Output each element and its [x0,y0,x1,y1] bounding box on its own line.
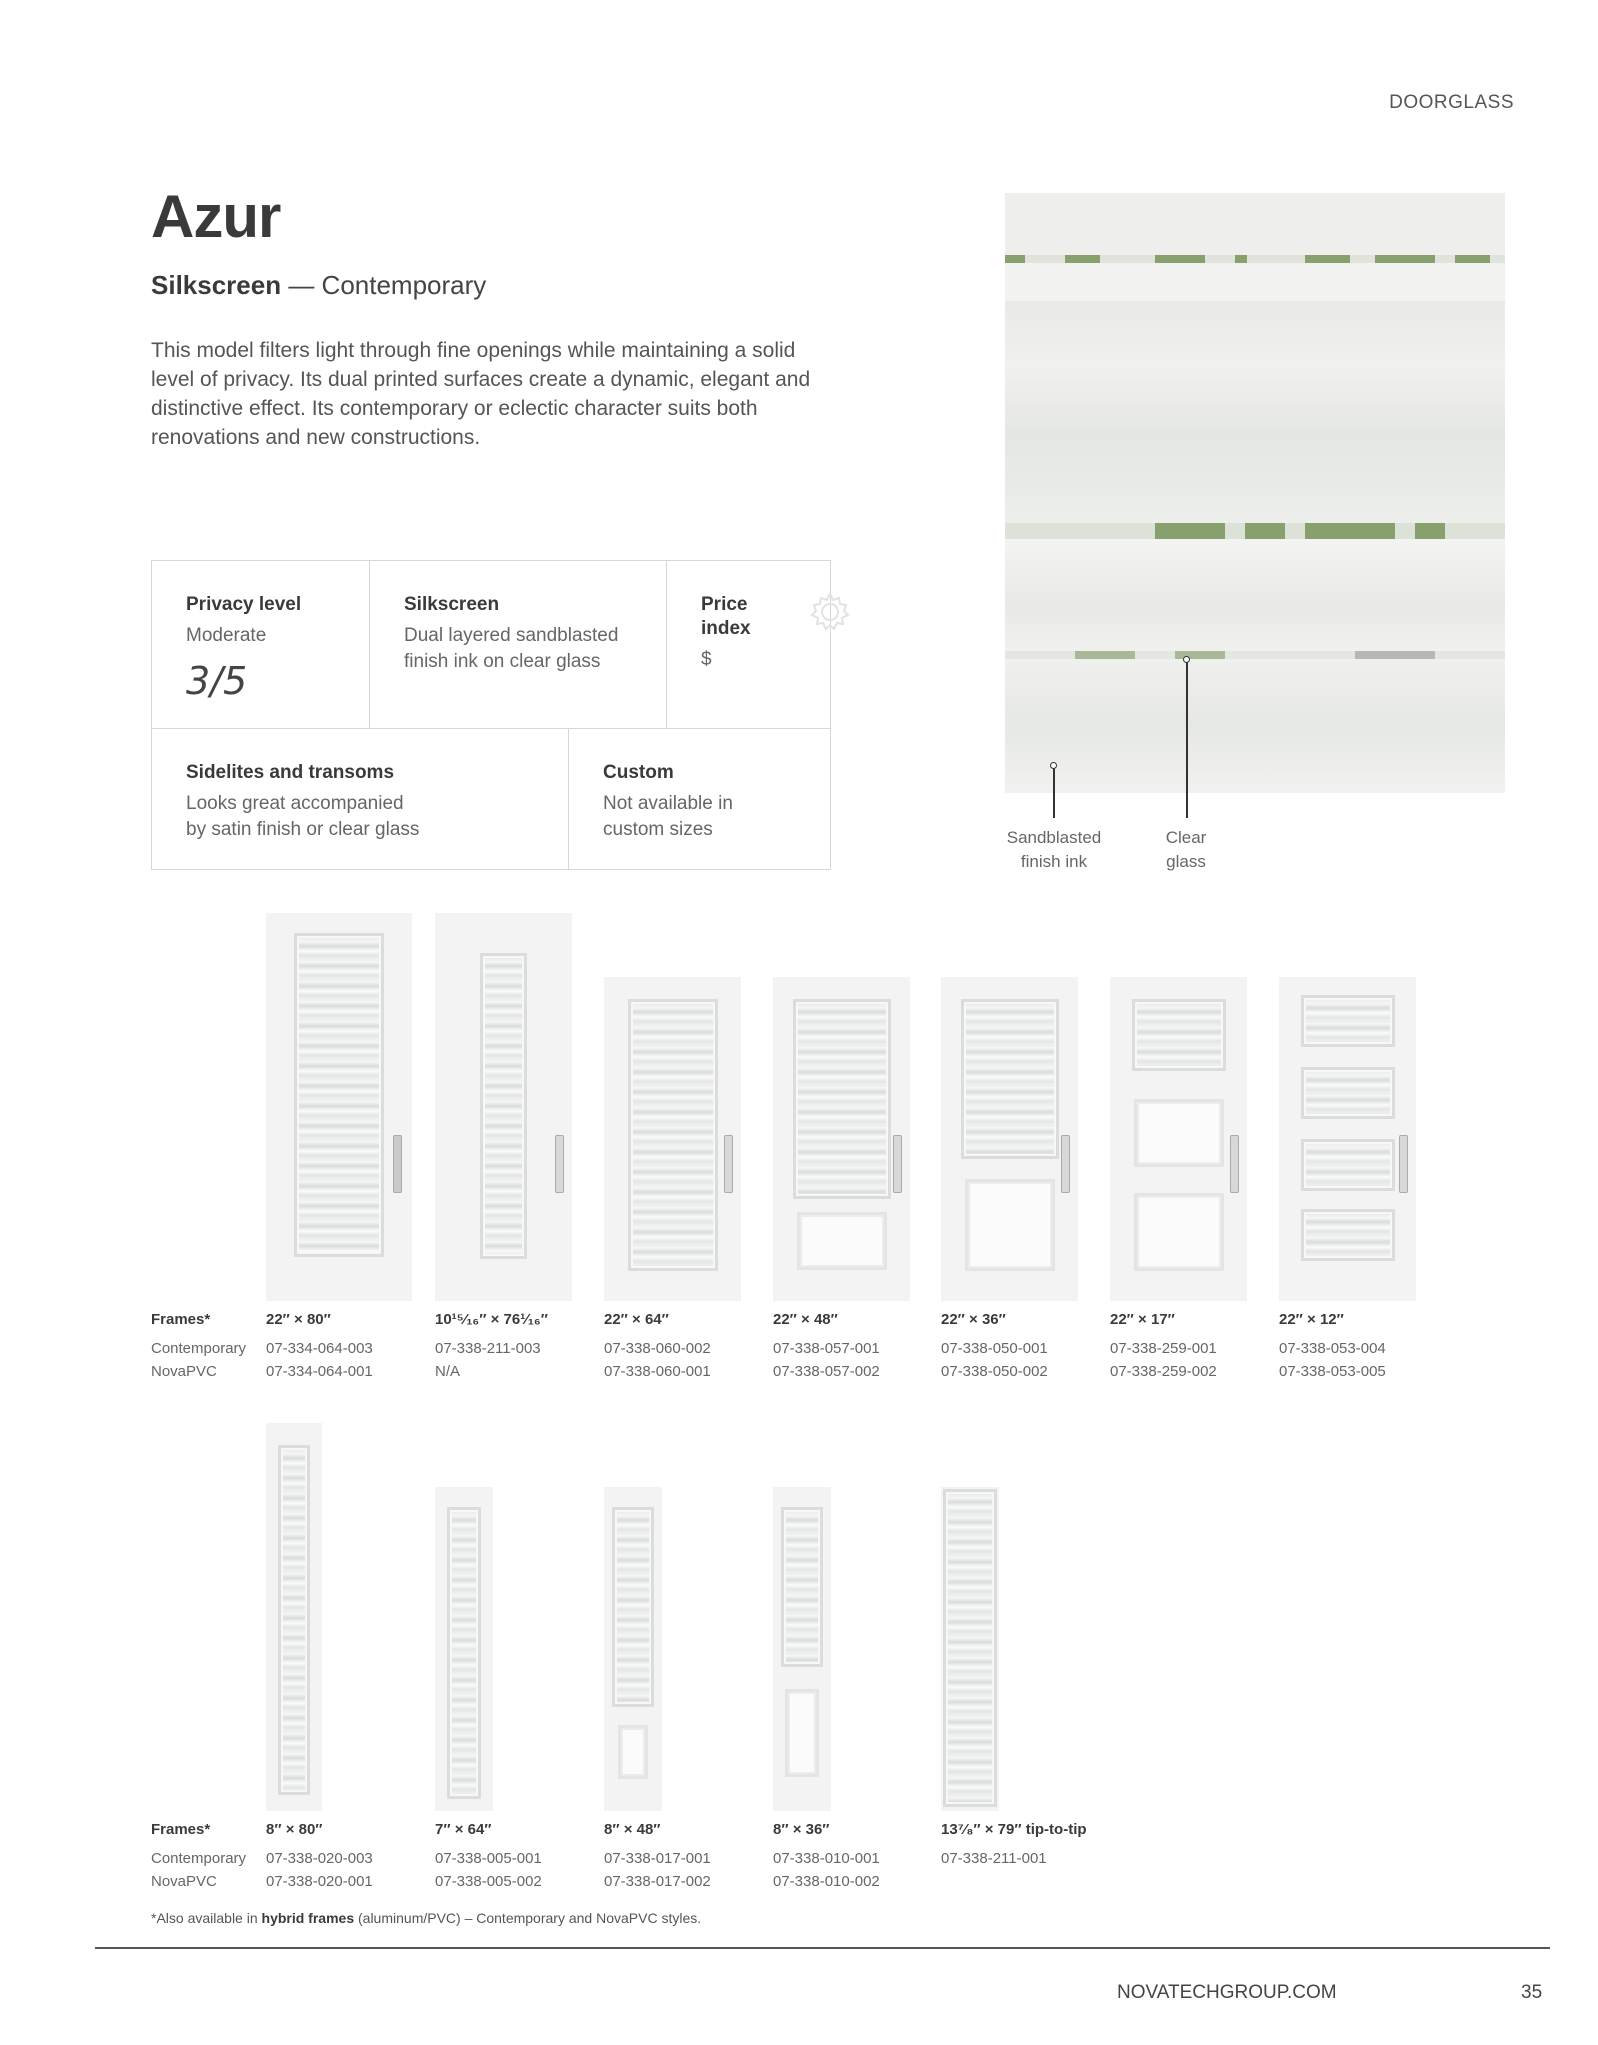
door-image [435,913,572,1301]
contemporary-code: 07-338-020-003 [266,1850,373,1867]
novapvc-code: 07-338-259-002 [1110,1363,1217,1380]
door-image [266,913,412,1301]
sandblasted-callout-line [1053,766,1055,818]
custom-value: Not available in custom sizes [603,793,733,840]
door-image [773,977,910,1301]
product-code-column [604,1308,711,1383]
door-image [1279,977,1416,1301]
page-number: 35 [1521,1982,1543,2003]
size-label: 8″ × 36″ [773,1821,830,1838]
product-code-column [435,1308,548,1383]
door-image [1110,977,1247,1301]
novapvc-code: 07-334-064-001 [266,1363,373,1380]
footer-website: NOVATECHGROUP.COM [1117,1982,1337,2003]
contemporary-code: 07-338-017-001 [604,1850,711,1867]
contemporary-code: 07-338-053-004 [1279,1340,1386,1357]
door-image [604,977,741,1301]
sandblasted-callout-label: Sandblasted finish ink [1006,828,1102,871]
privacy-cell [152,561,370,728]
footnote-bold: hybrid frames [261,1910,355,1926]
sidelites-cell [152,729,569,869]
contemporary-code: 07-338-211-001 [941,1850,1047,1867]
novapvc-label: NovaPVC [151,1363,217,1380]
product-code-column [1110,1308,1217,1383]
size-label: 22″ × 12″ [1279,1311,1344,1328]
sidelites-value: Looks great accompanied by satin finish or clear glass [186,793,420,840]
contemporary-code: 07-338-057-001 [773,1340,880,1357]
row2-labels [151,1818,246,1893]
product-code-column [941,1818,1087,1870]
privacy-label: Privacy level [186,594,302,615]
section-tag: DOORGLASS [1389,92,1514,113]
product-code-column [1279,1308,1386,1383]
contemporary-code: 07-338-211-003 [435,1340,541,1357]
frames-header: Frames* [151,1821,211,1838]
novapvc-code: N/A [435,1363,461,1380]
product-code-column [604,1818,711,1893]
sidelite-image [266,1423,322,1811]
sidelite-image [604,1487,662,1811]
frames-header: Frames* [151,1311,211,1328]
product-code-column [266,1308,373,1383]
sandblasted-callout-dot [1050,762,1057,769]
spec-table [151,560,831,870]
privacy-value: Moderate [186,625,267,646]
novapvc-code: 07-338-005-002 [435,1873,542,1890]
contemporary-label: Contemporary [151,1340,247,1357]
silkscreen-label: Silkscreen [404,594,500,615]
row1-labels [151,1308,246,1383]
product-subtitle [151,270,486,301]
product-code-column [266,1818,373,1893]
size-label: 22″ × 36″ [941,1311,1006,1328]
contemporary-code: 07-338-060-002 [604,1340,711,1357]
clear-callout-label: Clear glass [1165,828,1207,871]
sidelite-image [773,1487,831,1811]
novapvc-code: 07-338-017-002 [604,1873,711,1890]
novapvc-code: 07-338-010-002 [773,1873,880,1890]
price-label: Price index [701,594,751,639]
size-label: 8″ × 48″ [604,1821,661,1838]
product-photo [1005,193,1505,793]
product-code-column [773,1818,880,1893]
size-label: 7″ × 64″ [435,1821,492,1838]
product-code-column [941,1308,1048,1383]
footnote [151,1910,701,1926]
novapvc-code: 07-338-050-002 [941,1363,1048,1380]
size-label: 22″ × 17″ [1110,1311,1175,1328]
contemporary-code: 07-338-010-001 [773,1850,880,1867]
size-label: 22″ × 80″ [266,1311,331,1328]
size-label: 8″ × 80″ [266,1821,323,1838]
contemporary-code: 07-338-259-001 [1110,1340,1217,1357]
size-label: 22″ × 48″ [773,1311,838,1328]
product-type: Silkscreen [151,270,282,300]
product-title: Azur [151,183,281,250]
transom-image [941,1487,999,1811]
novapvc-code: 07-338-053-005 [1279,1363,1386,1380]
footnote-prefix: *Also available in [151,1910,262,1926]
novapvc-label: NovaPVC [151,1873,217,1890]
size-label: 10¹⁵⁄₁₆″ × 76¹⁄₁₆″ [435,1311,548,1328]
silkscreen-cell [370,561,667,728]
contemporary-code: 07-338-050-001 [941,1340,1048,1357]
contemporary-code: 07-334-064-003 [266,1340,373,1357]
product-description: This model filters light through fine openings while maintaining a solid level of privacy. Its dual printed surfaces create a dynamic, elegant and distinctive effect. Its contemporary or eclectic character suits both renovations and new constructions. [151,339,811,449]
sidelites-label: Sidelites and transoms [186,762,395,783]
privacy-rating: 3/5 [186,659,248,703]
size-label: 22″ × 64″ [604,1311,669,1328]
product-style: — Contemporary [288,270,487,300]
contemporary-code: 07-338-005-001 [435,1850,542,1867]
footnote-suffix: (aluminum/PVC) – Contemporary and NovaPVC styles. [354,1910,702,1926]
door-image [941,977,1078,1301]
contemporary-label: Contemporary [151,1850,247,1867]
novapvc-code: 07-338-060-001 [604,1363,711,1380]
gear-icon [808,590,852,634]
novapvc-code: 07-338-020-001 [266,1873,373,1890]
custom-cell [569,729,830,869]
product-code-column [435,1818,542,1893]
novapvc-code: 07-338-057-002 [773,1363,880,1380]
custom-label: Custom [603,762,674,783]
clear-callout-dot [1183,656,1190,663]
clear-callout-line [1186,660,1188,818]
sidelite-image [435,1487,493,1811]
price-value: $ [701,649,712,670]
size-label: 13⁷⁄₈″ × 79″ tip-to-tip [941,1821,1087,1838]
footer-divider [95,1947,1550,1949]
product-code-column [773,1308,880,1383]
price-cell [667,561,830,728]
silkscreen-value: Dual layered sandblasted finish ink on clear glass [404,625,619,672]
